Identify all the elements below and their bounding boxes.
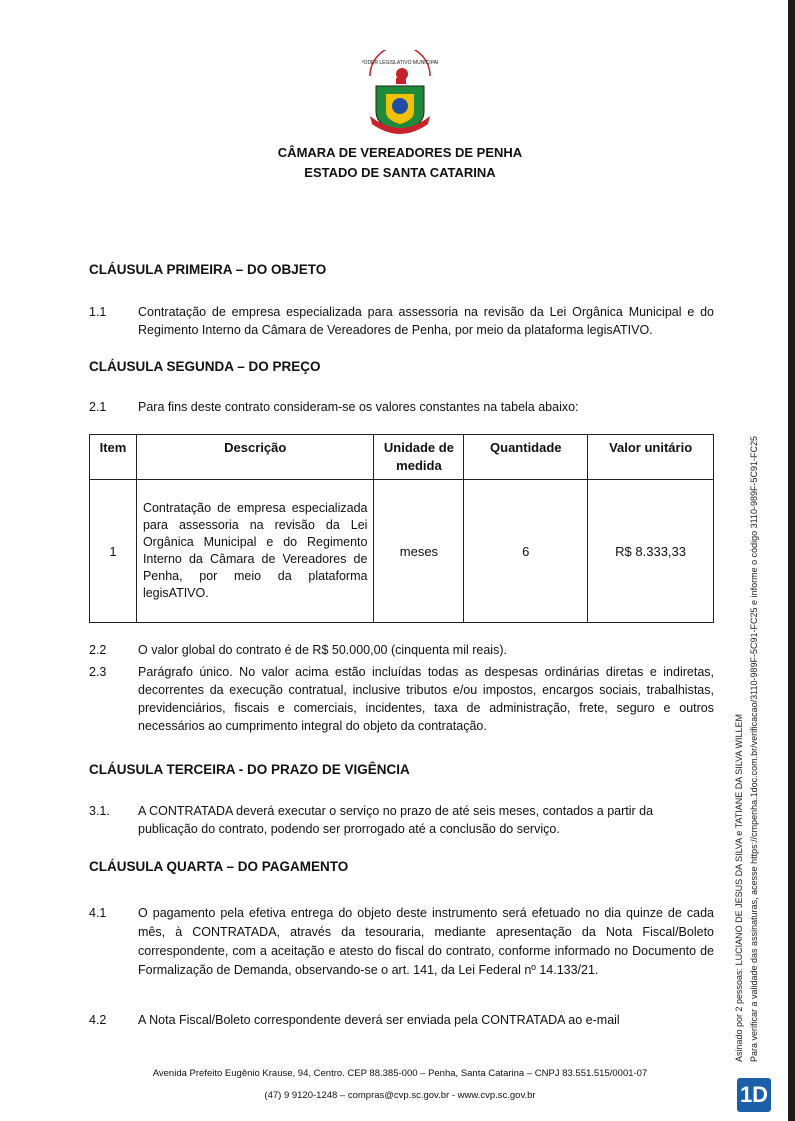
price-table — [89, 434, 714, 623]
clause-3-1-number: 3.1. — [89, 804, 110, 818]
svg-text:PODER LEGISLATIVO MUNICIPAL: PODER LEGISLATIVO MUNICIPAL — [362, 60, 438, 66]
clause-2-3-text: Parágrafo único. No valor acima estão incluídas todas as despesas ordinárias diretas e indiretas, decorrentes da execução contratual, inclusive tributos e/ou impostos, encargos sociais, trabalhistas, previdenciários, fiscais e comerciais, incidentes, taxa de administração, frete, seguro e outros necessários ao cumprimento integral do objeto da contratação. — [138, 665, 714, 733]
clause-3-title: CLÁUSULA TERCEIRA - DO PRAZO DE VIGÊNCIA — [89, 762, 410, 777]
table-row — [90, 480, 714, 623]
footer-address: Avenida Prefeito Eugênio Krause, 94, Centro. CEP 88.385-000 – Penha, Santa Catarina – CNPJ 83.551.515/0001-07 — [152, 1068, 648, 1079]
table-cell-quantity: 6 — [464, 480, 588, 623]
clause-2-2-text: O valor global do contrato é de R$ 50.000,00 (cinquenta mil reais). — [138, 643, 507, 657]
signature-notice: Asinado por 2 pessoas: LUCIANO DE JESUS DA SILVA e TATIANE DA SILVA WILLEM — [734, 714, 744, 1062]
table-header-item: Item — [90, 435, 137, 480]
table-header-unit-price: Valor unitário — [588, 435, 714, 480]
table-cell-description: Contratação de empresa especializada para assessoria na revisão da Lei Orgânica Municipal e do Regimento Interno da Câmara de Vereadores de Penha, por meio da plataforma legisATIVO. — [136, 480, 374, 623]
clause-4-1-number: 4.1 — [89, 906, 107, 920]
table-cell-item: 1 — [90, 480, 137, 623]
table-header-quantity: Quantidade — [464, 435, 588, 480]
table-header-row — [90, 435, 714, 480]
table-header-description: Descrição — [136, 435, 374, 480]
footer-contact: (47) 9 9120-1248 – compras@cvp.sc.gov.br - www.cvp.sc.gov.br — [264, 1090, 536, 1101]
clause-1-1-number: 1.1 — [89, 305, 107, 319]
1doc-logo-icon: 1D — [737, 1078, 771, 1112]
header-subtitle: ESTADO DE SANTA CATARINA — [304, 165, 496, 180]
clause-2-3-number: 2.3 — [89, 665, 107, 679]
clause-4-2-number: 4.2 — [89, 1013, 107, 1027]
table-header-unit: Unidade de medida — [374, 435, 464, 480]
chamber-coat-of-arms-icon — [362, 50, 438, 138]
clause-2-2-number: 2.2 — [89, 643, 107, 657]
clause-4-title: CLÁUSULA QUARTA – DO PAGAMENTO — [89, 859, 349, 874]
clause-4-2-text: A Nota Fiscal/Boleto correspondente deverá ser enviada pela CONTRATADA ao e-mail — [138, 1013, 620, 1027]
clause-2-1-text: Para fins deste contrato consideram-se os valores constantes na tabela abaixo: — [138, 400, 579, 414]
clause-2-title: CLÁUSULA SEGUNDA – DO PREÇO — [89, 359, 321, 374]
clause-4-1-text: O pagamento pela efetiva entrega do objeto deste instrumento será efetuado no dia quinze de cada mês, à CONTRATADA, através da tesouraria, mediante apresentação da Nota Fiscal/Boleto correspondente, com a aceitação e atesto do fiscal do contrato, conforme informado no Documento de Formalização de Demanda, observando-se o art. 141, da Lei Federal nº 14.133/21. — [138, 906, 714, 977]
header-title: CÂMARA DE VEREADORES DE PENHA — [277, 145, 523, 160]
table-cell-unit: meses — [374, 480, 464, 623]
table-cell-unit-price: R$ 8.333,33 — [588, 480, 714, 623]
clause-1-1-text: Contratação de empresa especializada para assessoria na revisão da Lei Orgânica Municipal e do Regimento Interno da Câmara de Vereadores de Penha, por meio da plataforma legisATIVO. — [138, 305, 714, 337]
clause-3-1-text: A CONTRATADA deverá executar o serviço no prazo de até seis meses, contados a partir da publicação do contrato, podendo ser prorrogado até a conclusão do serviço. — [138, 804, 654, 836]
clause-1-title: CLÁUSULA PRIMEIRA – DO OBJETO — [89, 262, 327, 277]
verification-notice: Para verificar a validade das assinaturas, acesse https://cmpenha.1doc.com.br/verificacao/3110-989F-5C91-FC25 e informe o código 3110-989F-5C91-FC25 — [749, 436, 759, 1062]
clause-2-1-number: 2.1 — [89, 400, 107, 414]
